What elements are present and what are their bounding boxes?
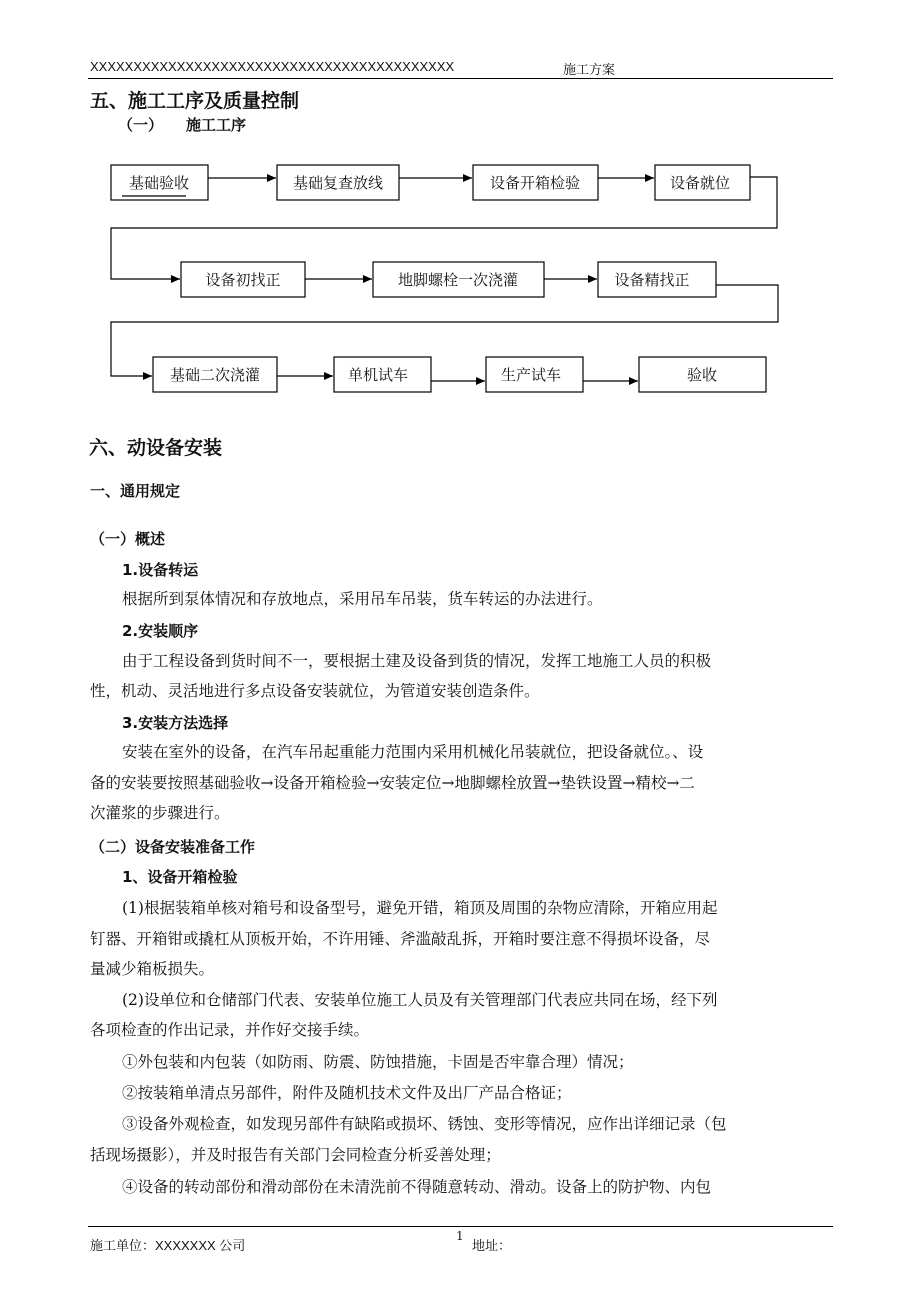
header-left-text: XXXXXXXXXXXXXXXXXXXXXXXXXXXXXXXXXXXXXXXXXX bbox=[90, 59, 455, 74]
prep-item-4: ④设备的转动部份和滑动部份在未清洗前不得随意转动、滑动。设备上的防护物、内包 bbox=[122, 1178, 712, 1196]
footer-company: 施工单位：XXXXXXX 公司 bbox=[90, 1238, 246, 1253]
header-right-text: 施工方案 bbox=[563, 62, 616, 77]
prep-item-3-l1: ③设备外观检查，如发现另部件有缺陷或损坏、锈蚀、变形等情况，应作出详细记录（包 bbox=[122, 1115, 727, 1133]
section5-title: 五、施工工序及质量控制 bbox=[90, 90, 300, 112]
overview-s1-title: 1.设备转运 bbox=[122, 561, 199, 579]
flow-label-1: 基础验收 bbox=[128, 174, 190, 192]
flow-label-9: 单机试车 bbox=[347, 366, 409, 384]
overview-s3-title: 3.安装方法选择 bbox=[122, 714, 229, 732]
flow-label-7: 设备精找正 bbox=[614, 271, 690, 289]
overview-s3-text-l3: 次灌浆的步骤进行。 bbox=[90, 804, 230, 822]
page-number: 1 bbox=[456, 1229, 464, 1243]
section6-title: 六、动设备安装 bbox=[89, 437, 223, 459]
overview-s3-text-l1: 安装在室外的设备，在汽车吊起重能力范围内采用机械化吊装就位，把设备就位。、设 bbox=[122, 743, 704, 761]
flow-label-10: 生产试车 bbox=[500, 366, 562, 384]
prep-item-2: ②按装箱单清点另部件，附件及随机技术文件及出厂产品合格证； bbox=[122, 1084, 572, 1102]
overview-s1-text: 根据所到泵体情况和存放地点，采用吊车吊装，货车转运的办法进行。 bbox=[122, 590, 603, 608]
footer-divider bbox=[88, 1226, 833, 1227]
prep-p1-l3: 量减少箱板损失。 bbox=[90, 960, 215, 978]
flow-label-11: 验收 bbox=[686, 366, 718, 384]
prep-p1-l1: (1)根据装箱单核对箱号和设备型号，避免开错，箱顶及周围的杂物应清除，开箱应用起 bbox=[122, 899, 718, 917]
flow-label-2: 基础复查放线 bbox=[292, 174, 384, 192]
prep-p2-l1: (2)设单位和仓储部门代表、安装单位施工人员及有关管理部门代表应共同在场，经下列 bbox=[122, 991, 718, 1009]
overview-s2-text-l2: 性，机动、灵活地进行多点设备安装就位，为管道安装创造条件。 bbox=[90, 682, 540, 700]
overview-s2-title: 2.安装顺序 bbox=[122, 622, 199, 640]
flow-connector-2 bbox=[111, 285, 778, 376]
prep-item-3-l2: 括现场摄影），并及时报告有关部门会同检查分析妥善处理； bbox=[90, 1146, 501, 1164]
flow-label-5: 设备初找正 bbox=[205, 271, 281, 289]
prep-s1-title: 1、设备开箱检验 bbox=[122, 868, 238, 886]
section6-sub1: 一、通用规定 bbox=[90, 482, 181, 500]
flow-label-6: 地脚螺栓一次浇灌 bbox=[397, 271, 519, 289]
prep-item-1: ①外包装和内包装（如防雨、防震、防蚀措施，卡固是否牢靠合理）情况； bbox=[122, 1053, 634, 1071]
footer-address: 地址： bbox=[472, 1238, 512, 1253]
overview-title: （一）概述 bbox=[90, 530, 166, 548]
overview-s3-text-l2: 备的安装要按照基础验收→设备开箱检验→安装定位→地脚螺栓放置→垫铁设置→精校→二 bbox=[90, 774, 695, 792]
prep-title: （二）设备安装准备工作 bbox=[90, 838, 256, 856]
flow-label-4: 设备就位 bbox=[669, 174, 731, 192]
flow-label-8: 基础二次浇灌 bbox=[169, 366, 261, 384]
section5-sub-title: 施工工序 bbox=[186, 116, 247, 134]
section5-sub-num: （一） bbox=[118, 116, 164, 134]
flow-connector-1 bbox=[111, 177, 777, 279]
prep-p1-l2: 钉器、开箱钳或撬杠从顶板开始，不许用锤、斧滥敲乱拆，开箱时要注意不得损坏设备，尽 bbox=[90, 930, 711, 948]
overview-s2-text-l1: 由于工程设备到货时间不一，要根据土建及设备到货的情况，发挥工地施工人员的积极 bbox=[122, 652, 712, 670]
flow-label-3: 设备开箱检验 bbox=[489, 174, 581, 192]
prep-p2-l2: 各项检查的作出记录，并作好交接手续。 bbox=[90, 1021, 370, 1039]
process-flowchart bbox=[0, 0, 920, 420]
